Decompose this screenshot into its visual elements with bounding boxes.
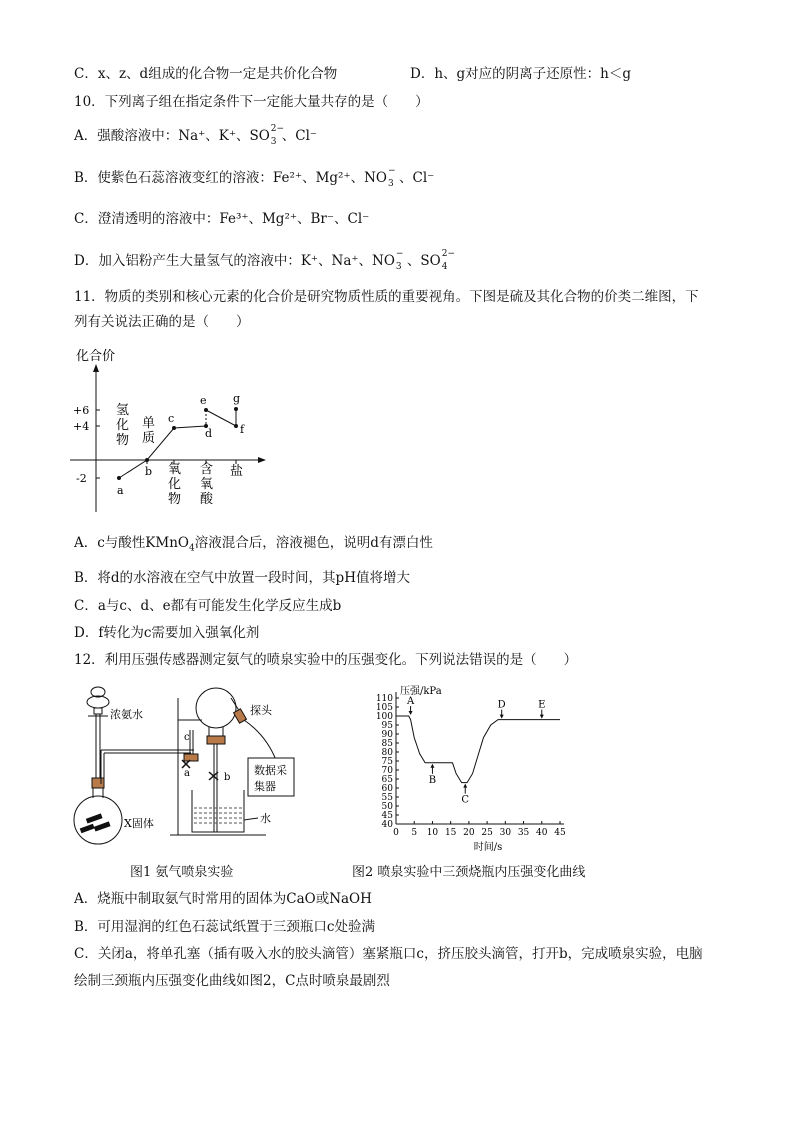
q12-fig1-apparatus (66, 680, 316, 845)
q10-b-no3-sub: 3 (387, 179, 394, 189)
q10-d-so4: SO (420, 253, 441, 269)
q10-a-so3-sub: 3 (270, 137, 277, 147)
q11-stem-line1: 11．物质的类别和核心元素的化合价是研究物质性质的重要视角。下图是硫及其化合物的价类二维图，下 (74, 289, 699, 305)
q10-d-so4-charge: 2− (441, 249, 456, 259)
point-arrowhead-c (463, 784, 467, 788)
y-tick-label: 45 (381, 811, 393, 821)
q10-b-no3-charge: − (387, 166, 396, 176)
y-tick-label: 95 (381, 721, 393, 731)
y-tick-label: 75 (381, 757, 393, 767)
q10-d-no3: NO (372, 253, 395, 269)
q11-valence-class-diagram (66, 342, 276, 517)
q11-a-sub: 4 (188, 543, 195, 554)
label-collector-1: 数据采 (254, 764, 287, 777)
y-tick-label: 90 (381, 730, 393, 740)
q11-label-e: e (200, 394, 207, 407)
q10-a-so3-charge: 2− (270, 124, 285, 134)
q11-category-element (142, 416, 155, 446)
dropping-funnel (87, 687, 109, 780)
q11-connecting-line-e-f-g (206, 409, 236, 426)
label-collector-2: 集器 (254, 780, 276, 793)
q10-d-so4-sub: 4 (441, 262, 448, 272)
x-tick-label: 20 (463, 828, 475, 838)
q11-stem-line2: 列有关说法正确的是（ ） (74, 314, 250, 330)
x-tick-label: 30 (499, 828, 512, 838)
point-arrowhead-a (409, 711, 413, 715)
water-leader-line (244, 818, 258, 820)
q10-d-mid: 、 (406, 253, 421, 269)
x-tick-label: 10 (426, 828, 439, 838)
y-axis-label: 压强/kPa (400, 686, 442, 697)
q12-option-c-line1: C．关闭a，将单孔塞（插有吸入水的胶头滴管）塞紧瓶口c，挤压胶头滴管，打开b，完成喷泉实验，电脑 (74, 946, 703, 962)
y-tick-label: 65 (381, 775, 393, 785)
q10-a-prefix: A．强酸溶液中： (74, 128, 179, 144)
q12-option-a: A．烧瓶中制取氨气时常用的固体为CaO或NaOH (74, 891, 372, 907)
q11-point-a (117, 476, 121, 480)
q10-option-c: C．澄清透明的溶液中：Fe³⁺、Mg²⁺、Br⁻、Cl⁻ (74, 211, 370, 227)
q10-b-ions: Fe²⁺、Mg²⁺、 (272, 170, 365, 186)
q11-cat-label: 单质 (142, 416, 156, 446)
pressure-curve (396, 716, 560, 783)
y-tick-label: 60 (381, 784, 393, 794)
q11-option-c: C．a与c、d、e都有可能发生化学反应生成b (74, 598, 342, 614)
x-tick-label: 0 (393, 828, 399, 838)
label-b: b (224, 772, 231, 783)
point-arrowhead-e (540, 715, 544, 719)
q10-d-no3-charge: − (395, 249, 404, 259)
label-a: a (184, 768, 190, 779)
q11-y-axis-arrow (93, 364, 99, 372)
q11-y-axis-label: 化合价 (76, 349, 116, 364)
q10-b-no3: NO (364, 170, 387, 186)
y-tick-label: 55 (381, 793, 393, 803)
x-tick-label: 35 (517, 828, 530, 838)
q11-label-d: d (205, 427, 213, 440)
q10-a-ions: Na⁺、K⁺、 (178, 128, 250, 144)
y-tick-label: 85 (381, 739, 393, 749)
q11-cat-label: 含氧酸 (200, 462, 214, 507)
q11-category-hydride (116, 403, 129, 448)
delivery-tube (101, 750, 194, 784)
q11-x-axis-arrow (258, 457, 266, 463)
q9-option-d: D．h、g对应的阴离子还原性：h＜g (410, 66, 631, 82)
q10-option-b (74, 168, 434, 188)
q11-cat-label: 氢化物 (116, 403, 130, 448)
q11-point-f (234, 424, 238, 428)
y-tick-label: 50 (381, 802, 393, 812)
q10-d-ions: K⁺、Na⁺、 (300, 253, 373, 269)
q10-a-tail: 、Cl⁻ (281, 128, 318, 144)
q11-label-c: c (168, 412, 175, 425)
q11-point-e (204, 408, 208, 412)
q12-stem: 12．利用压强传感器测定氨气的喷泉实验中的压强变化。下列说法错误的是（ ） (74, 652, 578, 668)
x-tick-label: 15 (444, 828, 457, 838)
q11-cat-label: 氧化物 (168, 462, 182, 507)
y-tick-label: 40 (381, 820, 393, 830)
q10-stem: 10．下列离子组在指定条件下一定能大量共存的是（ ） (74, 94, 429, 110)
q11-option-d: D．f转化为c需要加入强氧化剂 (74, 625, 260, 641)
q11-label-b: b (145, 465, 153, 478)
label-c: c (184, 732, 190, 743)
q10-option-a (74, 126, 317, 146)
x-axis-label: 时间/s (473, 842, 503, 853)
y-tick-label: 110 (375, 694, 393, 704)
label-water: 水 (260, 812, 271, 825)
q11-ytick-plus6: +6 (73, 404, 90, 417)
point-label-b: B (428, 774, 437, 786)
q11-category-salt (230, 463, 243, 479)
point-arrowhead-d (500, 715, 504, 719)
label-x-solid: X固体 (124, 817, 154, 830)
y-tick-label: 70 (381, 766, 393, 776)
label-probe: 探头 (250, 704, 272, 717)
q12-fig2-pressure-chart (360, 680, 570, 860)
point-label-d: D (497, 699, 506, 711)
q11-connecting-line-a-c (119, 426, 206, 478)
q12-option-c-line2: 绘制三颈瓶内压强变化曲线如图2，C点时喷泉最剧烈 (74, 973, 390, 989)
q11-point-b (145, 458, 149, 462)
x-tick-label: 25 (481, 828, 493, 838)
q12-fig2-caption: 图2 喷泉实验中三颈烧瓶内压强变化曲线 (352, 865, 586, 880)
q10-a-so3: SO (249, 128, 270, 144)
q11-category-oxyacid (200, 462, 214, 507)
q10-d-prefix: D．加入铝粉产生大量氢气的溶液中： (74, 253, 301, 269)
label-concentrated-ammonia: 浓氨水 (110, 708, 143, 721)
q11-point-c (172, 426, 176, 430)
q11-label-g: g (233, 392, 241, 405)
q9-option-c: C．x、z、d组成的化合物一定是共价化合物 (74, 66, 338, 82)
q11-a-post: 溶液混合后，溶液褪色，说明d有漂白性 (194, 535, 433, 551)
q11-label-a: a (117, 484, 124, 497)
point-label-a: A (406, 696, 415, 707)
q11-cat-label: 盐 (230, 464, 244, 479)
q12-option-b: B．可用湿润的红色石蕊试纸置于三颈瓶口c处验满 (74, 919, 375, 935)
point-label-e: E (538, 699, 546, 711)
y-tick-label: 105 (375, 703, 393, 713)
point-arrowhead-b (430, 764, 434, 768)
probe-wire (244, 720, 276, 760)
q10-option-d (74, 249, 456, 272)
q11-ytick-plus4: +4 (73, 420, 90, 433)
point-label-c: C (461, 794, 470, 806)
x-tick-label: 5 (411, 828, 418, 838)
three-neck-flask (184, 688, 246, 832)
q11-a-pre: A．c与酸性KMnO (74, 535, 189, 551)
q11-ytick-minus2: -2 (76, 472, 87, 485)
q11-label-f: f (240, 423, 245, 436)
q11-option-b: B．将d的水溶液在空气中放置一段时间，其pH值将增大 (74, 570, 410, 586)
y-tick-label: 100 (375, 712, 393, 722)
q11-category-oxide (168, 462, 181, 507)
x-tick-label: 40 (536, 828, 548, 838)
y-tick-label: 80 (381, 748, 393, 758)
q11-option-a (74, 533, 433, 559)
water-beaker (192, 790, 244, 832)
round-flask (74, 778, 122, 844)
q10-d-no3-sub: 3 (395, 262, 402, 272)
q10-b-prefix: B．使紫色石蕊溶液变红的溶液： (74, 170, 273, 186)
x-tick-label: 45 (554, 828, 566, 838)
q12-fig1-caption: 图1 氨气喷泉实验 (130, 865, 234, 880)
q11-point-g (234, 407, 238, 411)
q10-b-tail: 、Cl⁻ (398, 170, 435, 186)
